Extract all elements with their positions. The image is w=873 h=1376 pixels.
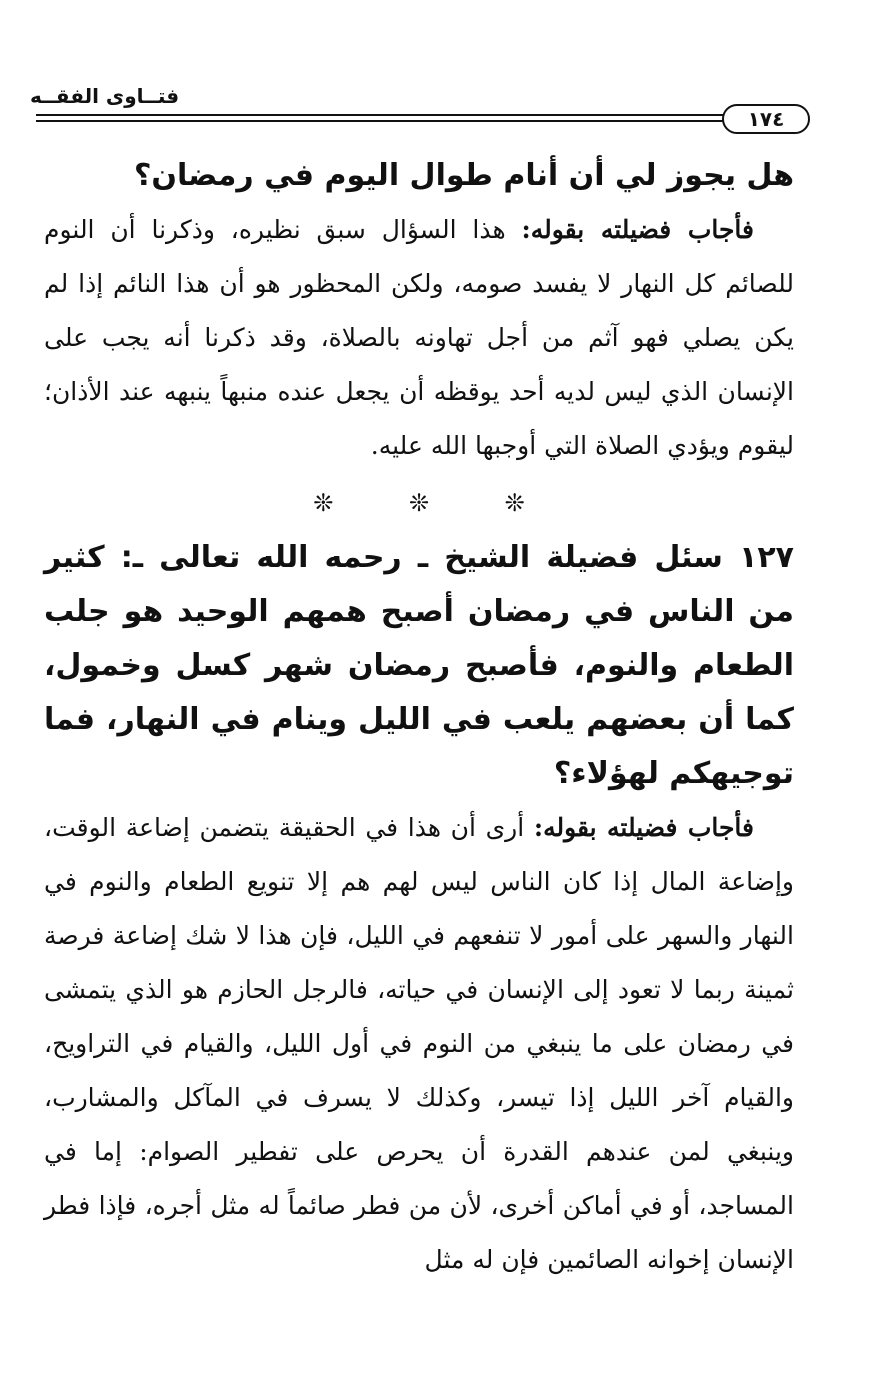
page-number: ١٧٤	[722, 104, 810, 134]
answer-1-lead: فأجاب فضيلته بقوله:	[521, 215, 754, 244]
header-rule	[36, 114, 724, 122]
question-2: ١٢٧ سئل فضيلة الشيخ ـ رحمه الله تعالى ـ: كثير من الناس في رمضان أصبح همهم الوحيد هو جلب الطعام والنوم، فأصبح رمضان شهر كسل وخمول، كما أن بعضهم يلعب في الليل وينام في النهار، فما توجيهكم لهؤلاء؟	[44, 540, 794, 791]
question-1: هل يجوز لي أن أنام طوال اليوم في رمضان؟	[133, 158, 794, 193]
answer-1-text: هذا السؤال سبق نظيره، وذكرنا أن النوم للصائم كل النهار لا يفسد صومه، ولكن المحظور هو أن هذا النائم إذا لم يكن يصلي فهو آثم من أجل تهاونه بالصلاة، وقد ذكرنا أنه يجب على الإنسان الذي ليس لديه أحد يوقظه أن يجعل عنده منبهاً ينبهه عند الأذان؛ ليقوم ويؤدي الصلاة التي أوجبها الله عليه.	[44, 215, 794, 460]
answer-2-text: أرى أن هذا في الحقيقة يتضمن إضاعة الوقت، وإضاعة المال إذا كان الناس ليس لهم هم إلا تنويع الطعام والنوم في النهار والسهر على أمور لا تنفعهم في الليل، فإن هذا لا شك إضاعة فرصة ثمينة ربما لا تعود إلى الإنسان في حياته، فالرجل الحازم هو الذي يتمشى في رمضان على ما ينبغي من النوم في أول الليل، والقيام في التراويح، والقيام آخر الليل إذا تيسر، وكذلك لا يسرف في المآكل والمشارب، وينبغي لمن عندهم القدرة أن يحرص على تفطير الصوام: إما في المساجد، أو في أماكن أخرى، لأن من فطر صائماً له مثل أجره، فإذا فطر الإنسان إخوانه الصائمين فإن له مثل	[44, 813, 794, 1274]
answer-1	[44, 203, 794, 473]
section-separator: ❊ ❊ ❊	[313, 489, 559, 517]
answer-2-lead: فأجاب فضيلته بقوله:	[533, 813, 755, 842]
page-body	[44, 148, 794, 1287]
running-title: فتــاوى الفقــه	[30, 84, 180, 108]
answer-2	[44, 801, 794, 1287]
